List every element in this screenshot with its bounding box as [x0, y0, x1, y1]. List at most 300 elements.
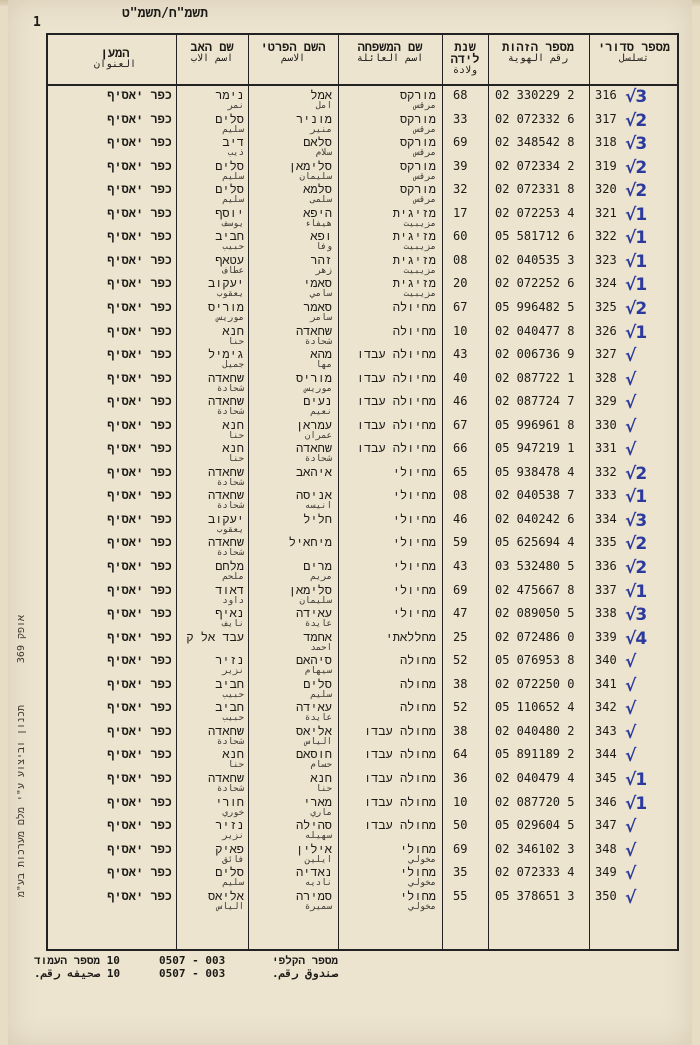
check-mark: √2 — [625, 558, 647, 578]
id-number: 02 006736 9 — [495, 347, 575, 362]
first-name — [296, 606, 332, 629]
address: כפר יאסיף — [107, 747, 172, 762]
father-name-ar: سليم — [222, 195, 244, 206]
first-name — [303, 394, 332, 417]
father-name — [208, 347, 244, 370]
family-name-he: מורקס — [399, 88, 436, 102]
father-name-he: חנא — [222, 417, 244, 432]
father-name — [215, 206, 244, 229]
check-mark: √ — [625, 840, 636, 861]
table-row — [48, 559, 681, 583]
first-name-he: מרים — [303, 559, 332, 573]
address: כפר יאסיף — [107, 865, 172, 880]
address: כפר יאסיף — [107, 276, 172, 291]
serial-number: 336 — [595, 559, 617, 573]
id-number: 02 072332 6 — [495, 111, 575, 126]
father-name-he: נימר — [215, 88, 244, 102]
table-row — [48, 324, 681, 348]
address: כפר יאסיף — [107, 417, 172, 432]
id-number: 02 040479 4 — [495, 770, 575, 785]
serial-number: 321 — [595, 205, 617, 220]
address: כפר יאסיף — [107, 323, 172, 338]
table-row — [48, 795, 681, 819]
father-name — [208, 300, 244, 323]
father-name-ar: ملحم — [222, 572, 244, 582]
check-mark: √2 — [625, 298, 647, 319]
father-name-he: נזיר — [215, 653, 244, 668]
family-name-he: מורקס — [399, 135, 436, 150]
birth-year: 38 — [453, 723, 468, 738]
col-header-first-name: השם הפרטי الاسم — [260, 40, 326, 64]
family-name-he: מחיולי — [392, 464, 436, 479]
table-row — [48, 677, 681, 701]
table-row — [48, 724, 681, 748]
father-name-ar: حنا — [227, 454, 244, 465]
father-name-ar: شحادة — [216, 383, 244, 394]
father-name-ar: نمر — [227, 101, 244, 111]
family-name-he: מחיולה — [392, 323, 436, 338]
table-row — [48, 159, 681, 183]
serial-number: 325 — [595, 299, 617, 314]
family-name-ar: مرقس — [414, 195, 436, 206]
first-name-he: אליאס — [295, 723, 332, 738]
first-name-ar: سميرة — [304, 901, 332, 912]
first-name-ar: زهر — [315, 265, 332, 276]
father-name-he: עטאף — [215, 252, 244, 267]
first-name-ar: نعيم — [310, 407, 332, 418]
first-name-ar: سيهام — [304, 666, 332, 677]
father-name — [222, 135, 244, 158]
address: כפר יאסיף — [107, 559, 172, 573]
table-row — [48, 347, 681, 371]
father-name — [208, 465, 244, 488]
family-name-he: מחולי — [399, 888, 436, 903]
first-name-he: מארי — [303, 794, 332, 809]
family-name-he: מחולה עבדו — [363, 747, 436, 762]
family-name — [364, 818, 436, 832]
address: כפר יאסיף — [107, 700, 172, 715]
serial-number: 333 — [595, 488, 617, 503]
footer-page-number: 10 מספר העמוד — [34, 954, 120, 967]
family-name — [393, 300, 436, 314]
first-name-ar: عايدة — [304, 713, 332, 724]
family-name — [400, 865, 436, 888]
father-name — [215, 606, 244, 629]
first-name-he: איהאב — [295, 464, 332, 479]
first-name — [303, 677, 332, 700]
address: כפר יאסיף — [107, 770, 172, 785]
first-name-he: מוריס — [295, 370, 332, 385]
family-name-ar: مزيبيت — [403, 289, 436, 300]
family-name-he: מחולה — [399, 653, 436, 668]
id-number: 05 996961 8 — [495, 417, 575, 432]
father-name-he: נאיף — [215, 606, 244, 621]
father-name-ar: موريس — [216, 312, 244, 323]
first-name — [296, 488, 332, 511]
first-name-ar: سليمان — [299, 595, 332, 606]
father-name-ar: شحادة — [216, 736, 244, 747]
check-mark: √ — [625, 346, 636, 367]
birth-year: 60 — [453, 229, 468, 244]
address: כפר יאסיף — [107, 676, 172, 691]
first-name-he: נאדיה — [295, 865, 332, 880]
first-name-ar: سليم — [310, 689, 332, 700]
birth-year: 32 — [453, 182, 468, 197]
father-name-he: שחאדה — [207, 535, 244, 550]
check-mark: √1 — [625, 204, 647, 225]
serial-number: 350 — [595, 888, 617, 903]
id-number: 03 532480 5 — [495, 559, 575, 573]
father-name — [222, 418, 244, 441]
serial-number: 348 — [595, 841, 617, 856]
id-number: 02 087720 5 — [495, 794, 575, 809]
family-name-he: מזיגית — [392, 205, 436, 220]
table-row — [48, 865, 681, 889]
table-row — [48, 371, 681, 395]
father-name-he: יעקוב — [207, 276, 244, 291]
family-name-ar: مرقس — [414, 148, 436, 159]
id-number: 02 072252 6 — [495, 276, 575, 291]
father-name — [208, 889, 244, 912]
serial-number: 331 — [595, 441, 617, 456]
father-name-he: נזיר — [215, 818, 244, 833]
serial-number: 345 — [595, 770, 617, 785]
family-name-he: מחיולה — [392, 299, 436, 314]
check-mark: √ — [625, 699, 636, 720]
first-name — [296, 441, 332, 464]
address: כפר יאסיף — [107, 182, 172, 197]
family-name — [357, 371, 436, 385]
father-name — [208, 512, 244, 535]
birth-year: 55 — [453, 888, 468, 903]
first-name — [303, 300, 332, 323]
birth-year: 08 — [453, 488, 468, 503]
first-name — [303, 630, 332, 653]
check-mark: √3 — [625, 134, 647, 155]
family-name — [400, 889, 436, 912]
first-name-he: סלים — [303, 676, 332, 691]
first-name-he: סיהאם — [295, 653, 332, 668]
first-name — [296, 324, 332, 347]
id-number: 02 040480 2 — [495, 723, 575, 738]
family-name-he: מורקס — [399, 111, 436, 126]
first-name-he: סהילה — [295, 818, 332, 833]
family-name-he: מחולה עבדו — [363, 794, 436, 809]
first-name-ar: منير — [310, 124, 332, 135]
first-name-he: עמראן — [295, 417, 332, 432]
first-name-ar: عايدة — [304, 619, 332, 630]
birth-year: 69 — [453, 135, 468, 150]
table-row — [48, 771, 681, 795]
first-name-ar: ماري — [310, 807, 332, 818]
address: כפר יאסיף — [107, 488, 172, 503]
check-mark: √2 — [625, 463, 647, 484]
id-number: 02 087722 1 — [495, 370, 575, 385]
id-number: 02 072333 4 — [495, 865, 575, 880]
first-name-he: שחאדה — [295, 323, 332, 338]
family-name-he: מחולי — [399, 865, 436, 880]
first-name-ar: شحادة — [304, 336, 332, 347]
birth-year: 35 — [453, 865, 468, 880]
serial-number: 323 — [595, 252, 617, 267]
family-name-ar: مزيبيت — [403, 265, 436, 276]
father-name-he: שחאדה — [207, 723, 244, 738]
check-mark: √3 — [625, 605, 647, 626]
check-mark: √1 — [625, 322, 647, 343]
id-number: 02 348542 8 — [495, 135, 575, 150]
check-mark: √ — [625, 652, 636, 673]
first-name — [296, 465, 332, 479]
first-name — [296, 653, 332, 676]
first-name — [303, 559, 332, 582]
id-number: 05 996482 5 — [495, 299, 575, 314]
father-name-he: יעקוב — [207, 511, 244, 526]
family-name — [393, 465, 436, 479]
first-name-he: סלימאן — [288, 582, 332, 597]
serial-number: 322 — [595, 229, 617, 244]
family-name-he: מחיולי — [392, 511, 436, 526]
family-name — [393, 206, 436, 229]
address: כפר יאסיף — [107, 252, 172, 267]
address: כפר יאסיף — [107, 394, 172, 409]
birth-year: 43 — [453, 347, 468, 362]
footer-page-number-ar: 10 صحيفه رقم. — [34, 967, 121, 980]
serial-number: 317 — [595, 111, 617, 126]
father-name-ar: يعقوب — [216, 524, 244, 535]
family-name-he: מחולה — [399, 676, 436, 691]
father-name-ar: سليم — [222, 171, 244, 182]
id-number: 02 072253 4 — [495, 205, 575, 220]
first-name-he: סאמי — [303, 276, 332, 291]
family-name-he: מורקס — [399, 182, 436, 197]
first-name-he: אילין — [295, 841, 332, 856]
first-name-ar: ايلين — [304, 854, 332, 865]
first-name-he: מוניר — [295, 111, 332, 126]
serial-number: 342 — [595, 700, 617, 715]
first-name — [296, 700, 332, 723]
father-name-ar: خوري — [222, 807, 244, 818]
table-row — [48, 889, 681, 913]
family-name-he: מחיולי — [392, 488, 436, 503]
family-name — [393, 535, 436, 549]
father-name-ar: شحادة — [216, 783, 244, 794]
first-name-ar: عمران — [304, 430, 332, 441]
father-name-he: חנא — [222, 747, 244, 762]
family-name-he: מחיולי — [392, 559, 436, 573]
father-name-ar: سليم — [222, 124, 244, 135]
birth-year: 52 — [453, 700, 468, 715]
father-name — [215, 865, 244, 888]
first-name-he: חליל — [303, 511, 332, 526]
id-number: 02 072331 8 — [495, 182, 575, 197]
birth-year: 50 — [453, 818, 468, 833]
id-number: 02 040477 8 — [495, 323, 575, 338]
family-name-he: מחולי — [399, 841, 436, 856]
father-name-he: חנא — [222, 323, 244, 338]
father-name-ar: نزير — [222, 831, 244, 842]
side-code: אופק 369 — [16, 615, 27, 664]
family-name — [393, 583, 436, 597]
family-name — [400, 135, 436, 158]
first-name — [303, 182, 332, 205]
birth-year: 68 — [453, 88, 468, 102]
birth-year: 66 — [453, 441, 468, 456]
father-name-ar: نزير — [222, 666, 244, 677]
table-row — [48, 206, 681, 230]
address: כפר יאסיף — [107, 511, 172, 526]
side-printer-credit: תכנון וביצוע ע"י מלם מערכות בע"מ — [16, 705, 27, 898]
father-name — [215, 229, 244, 252]
father-name-he: חורי — [215, 794, 244, 809]
address: כפר יאסיף — [107, 464, 172, 479]
father-name-he: חביב — [215, 700, 244, 715]
family-name — [357, 441, 436, 455]
table-row — [48, 700, 681, 724]
family-name — [400, 677, 436, 691]
father-name — [215, 112, 244, 135]
first-name-he: ופא — [310, 229, 332, 244]
father-name — [222, 441, 244, 464]
father-name-he: סלים — [215, 865, 244, 880]
table-row — [48, 112, 681, 136]
family-name-he: מחולה עבדו — [363, 723, 436, 738]
birth-year: 52 — [453, 653, 468, 668]
family-name-ar: مزيبيت — [403, 218, 436, 229]
father-name-ar: حبيب — [222, 689, 244, 700]
family-name-ar: مخولي — [408, 854, 436, 865]
father-name — [215, 818, 244, 841]
serial-number: 347 — [595, 818, 617, 833]
id-number: 05 378651 3 — [495, 888, 575, 903]
first-name-he: סמירה — [295, 888, 332, 903]
father-name-ar: الياس — [216, 901, 244, 912]
first-name — [310, 253, 332, 276]
serial-number: 337 — [595, 582, 617, 597]
first-name — [303, 795, 332, 818]
first-name — [289, 583, 332, 606]
serial-number: 318 — [595, 135, 617, 150]
id-number: 02 040535 3 — [495, 252, 575, 267]
birth-year: 69 — [453, 841, 468, 856]
serial-number: 330 — [595, 417, 617, 432]
id-number: 02 072486 0 — [495, 629, 575, 644]
family-name — [364, 724, 436, 738]
first-name-ar: الياس — [304, 736, 332, 747]
serial-number: 316 — [595, 88, 617, 102]
first-name — [310, 347, 332, 370]
family-name-he: מחולה — [399, 700, 436, 715]
father-name-ar: يوسف — [222, 218, 244, 229]
address: כפר יאסיף — [107, 606, 172, 621]
father-name-ar: حنا — [227, 760, 244, 771]
table-row — [48, 606, 681, 630]
header-divider — [48, 84, 677, 86]
father-name-ar: ذيب — [227, 148, 244, 159]
first-name-ar: مريم — [310, 572, 332, 582]
check-mark: √1 — [625, 793, 647, 814]
first-name-he: נעים — [303, 394, 332, 409]
first-name — [310, 771, 332, 794]
id-number: 05 947219 1 — [495, 441, 575, 456]
father-name — [215, 700, 244, 723]
serial-number: 346 — [595, 794, 617, 809]
birth-year: 38 — [453, 676, 468, 691]
check-mark: √ — [625, 746, 636, 767]
first-name — [289, 535, 332, 549]
first-name — [296, 818, 332, 841]
first-name-he: היפא — [303, 205, 332, 220]
id-number: 05 891189 2 — [495, 747, 575, 762]
father-name-ar: حنا — [227, 430, 244, 441]
serial-number: 339 — [595, 629, 617, 644]
first-name-ar: احمد — [310, 642, 332, 653]
father-name-he: חביב — [215, 676, 244, 691]
first-name-ar: حنا — [315, 783, 332, 794]
check-mark: √ — [625, 675, 636, 696]
table-row — [48, 747, 681, 771]
check-mark: √ — [625, 817, 636, 838]
first-name — [296, 371, 332, 394]
birth-year: 39 — [453, 158, 468, 173]
col-header-id: מספר הזהות رقم الهوية — [501, 40, 575, 64]
family-name-he: מחיולי — [392, 606, 436, 621]
table-row — [48, 842, 681, 866]
father-name — [215, 653, 244, 676]
family-name-he: מזיגית — [392, 276, 436, 291]
family-name — [357, 418, 436, 432]
father-name-he: דיב — [222, 135, 244, 150]
id-number: 02 089050 5 — [495, 606, 575, 621]
father-name-he: פאיק — [215, 841, 244, 856]
father-name-he: שחאדה — [207, 770, 244, 785]
first-name-he: מיחאיל — [288, 535, 332, 550]
father-name-he: חביב — [215, 229, 244, 244]
serial-number: 329 — [595, 394, 617, 409]
father-name — [222, 324, 244, 347]
first-name-ar: موريس — [304, 383, 332, 394]
table-row — [48, 276, 681, 300]
first-name-ar: سامر — [310, 312, 332, 323]
table-row — [48, 818, 681, 842]
first-name — [303, 135, 332, 158]
address: כפר יאסיף — [107, 158, 172, 173]
father-name-he: שחאדה — [207, 394, 244, 409]
father-name-he: מלחם — [215, 559, 244, 573]
footer-ballot-code-ar: 0507 - 003 — [159, 967, 226, 980]
father-name — [208, 488, 244, 511]
address: כפר יאסיף — [107, 299, 172, 314]
birth-year: 17 — [453, 205, 468, 220]
family-name-he: מורקס — [399, 158, 436, 173]
first-name-he: זהר — [310, 252, 332, 267]
birth-year: 67 — [453, 417, 468, 432]
father-name-he: יוסף — [215, 205, 244, 220]
serial-number: 324 — [595, 276, 617, 291]
family-name — [400, 700, 436, 714]
id-number: 02 072334 2 — [495, 158, 575, 173]
father-name-he: שחאדה — [207, 370, 244, 385]
address: כפר יאסיף — [107, 135, 172, 150]
father-name — [215, 253, 244, 276]
father-name-ar: جميل — [222, 360, 244, 371]
father-name — [208, 394, 244, 417]
address: כפר יאסיף — [107, 794, 172, 809]
family-name — [393, 229, 436, 252]
father-name-he: סלים — [215, 182, 244, 197]
check-mark: √1 — [625, 228, 647, 249]
id-number: 05 625694 4 — [495, 535, 575, 550]
family-name — [393, 324, 436, 338]
